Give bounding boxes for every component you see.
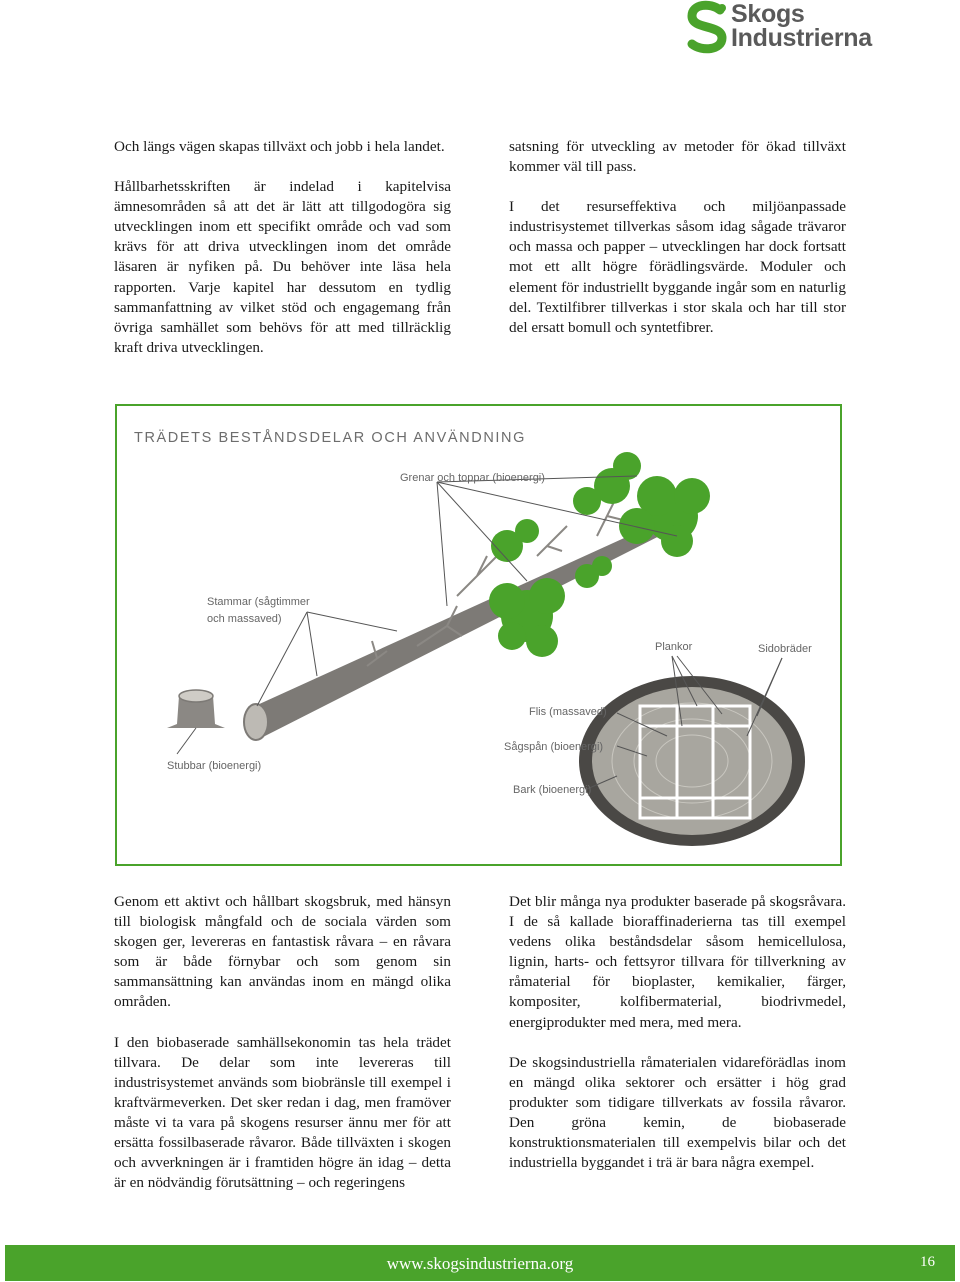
label-branches: Grenar och toppar (bioenergi) (400, 472, 545, 484)
figure-title: TRÄDETS BESTÅNDSDELAR OCH ANVÄNDNING (134, 430, 526, 446)
page-number: 16 (920, 1254, 935, 1270)
top-left-column (114, 137, 451, 378)
trunk-end (244, 704, 268, 740)
log-wood (592, 687, 792, 835)
label-stumps: Stubbar (bioenergi) (167, 760, 262, 772)
logo (680, 0, 880, 60)
label-planks: Plankor (655, 641, 693, 653)
paragraph: Genom ett aktivt och hållbart skogsbruk, med hänsyn till biologisk mångfald och de sociala värden som skogen ger, levereras en fantastisk råvara – en råvara som är både förnybar och som genom sin sammansättning kan användas inom en mängd olika områden. (114, 893, 451, 1011)
bottom-right-column (509, 892, 846, 1193)
label-stems-line1: Stammar (sågtimmer (207, 596, 310, 608)
logo-line-1: Skogs (731, 0, 805, 28)
footer-url[interactable]: www.skogsindustrierna.org (386, 1254, 574, 1273)
paragraph: Och längs vägen skapas tillväxt och jobb i hela landet. (114, 138, 445, 155)
logo-s-icon (680, 0, 736, 56)
label-stems-line2: och massaved) (207, 613, 282, 625)
bottom-left-column (114, 892, 451, 1213)
paragraph: I det resurseffektiva och miljöanpassade industrisystemet tillverkas såsom idag sågade trävaror och massa och papper – utvecklingen har dock fortsatt mot ett allt högre förädlingsvärde. Moduler och element för industriellt byggande ingår som en naturlig del. Textilfibrer tillverkas i stor skala och har till stor del ersatt bomull och syntetfibrer. (509, 198, 846, 336)
label-bark: Bark (bioenergi) (513, 784, 592, 796)
paragraph: De skogsindustriella råmaterialen vidareförädlas inom en mängd olika sektorer och ersätter i hög grad produkter som tidigare tillverkats av fossila råvaror. Den gröna kemin, de biobaserade konstruktionsmaterialen till exempelvis bilar och det industriella byggandet i trä är bara några exempel. (509, 1053, 846, 1172)
label-chips: Flis (massaved) (529, 706, 607, 718)
footer-bar (5, 1245, 955, 1281)
paragraph: I den biobaserade samhällsekonomin tas hela trädet tillvara. De delar som inte levereras till industrisystemet används som biobränsle till exempel i kraftvärmeverken. Det sker redan i dag, men framöver måste vi ta vara på skogens resurser ännu mer för att ersätta fossilbaserade råvaror. Både tillväxten i skogen och avverkningen är i framtiden högre än idag – detta är en nödvändig förutsättning – och regeringens (114, 1033, 451, 1192)
top-right-column (509, 137, 846, 358)
paragraph: Hållbarhetsskriften är indelad i kapitelvisa ämnesområden så att det är lätt att tillgodogöra sig utvecklingen inom ett specifikt område och vad som krävs för att driva utvecklingen inom det område läsaren är nyfiken på. Du behöver inte läsa hela rapporten. Varje kapitel har dessutom en tydlig sammanfattning av vilket stöd och engagemang från övriga samhället som behövs för att med tillräcklig kraft driva utvecklingen. (114, 178, 451, 356)
tree-figure (115, 404, 842, 866)
paragraph: satsning för utveckling av metoder för ökad tillväxt kommer väl till pass. (509, 138, 846, 176)
paragraph: Det blir många nya produkter baserade på skogsråvara. I de så kallade bioraffinaderierna tas till exempel vedens olika beståndsdelar såsom hemicellulosa, lignin, harts- och fettsyror tillvara för tillverkning av råmaterial för bioplaster, kemikalier, färger, kompositer, kolfibermaterial, biodrivmedel, energiprodukter med mera, med mera. (509, 893, 846, 1031)
label-side-boards: Sidobräder (758, 643, 812, 655)
logo-line-2: Industrierna (731, 24, 872, 52)
label-sawdust: Sågspån (bioenergi) (504, 741, 604, 753)
